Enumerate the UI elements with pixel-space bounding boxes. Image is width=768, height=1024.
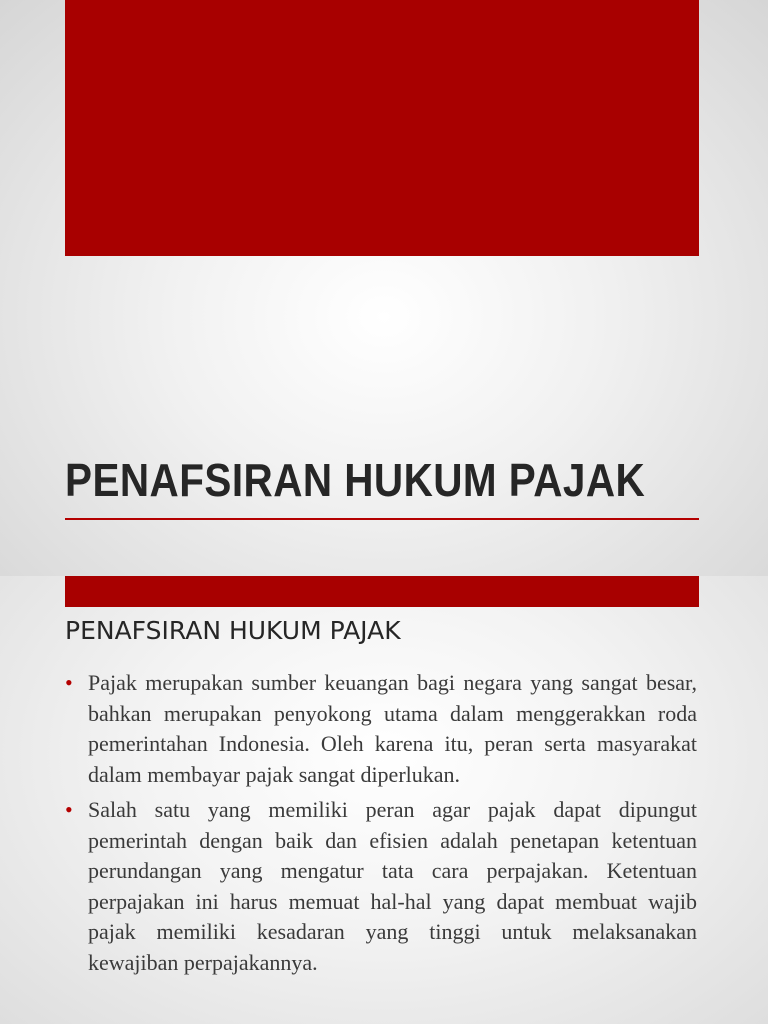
content-slide-heading: PENAFSIRAN HUKUM PAJAK — [65, 616, 401, 645]
title-slide-red-block — [65, 0, 699, 256]
bullet-icon: • — [65, 797, 73, 822]
bullet-text: Salah satu yang memiliki peran agar pajak dapat dipungut pemerintah dengan baik dan efisien adalah penetapan ketentuan perundangan yang mengatur tata cara perpajakan. Ketentuan perpajakan ini harus memuat hal-hal yang dapat membuat wajib pajak memiliki kesadaran yang tinggi untuk melaksanakan kewajiban perpajakannya. — [88, 797, 697, 975]
bullet-item — [65, 795, 697, 978]
title-slide-title: PENAFSIRAN HUKUM PAJAK — [65, 454, 646, 506]
bullet-icon: • — [65, 670, 73, 695]
content-slide-red-strip — [65, 576, 699, 607]
content-slide — [0, 576, 768, 1024]
bullet-text: Pajak merupakan sumber keuangan bagi negara yang sangat besar, bahkan merupakan penyokong utama dalam menggerakkan roda pemerintahan Indonesia. Oleh karena itu, peran serta masyarakat dalam membayar pajak sangat diperlukan. — [88, 670, 697, 787]
bullet-item — [65, 668, 697, 790]
bullet-list — [65, 668, 697, 983]
title-slide-divider — [65, 518, 699, 520]
